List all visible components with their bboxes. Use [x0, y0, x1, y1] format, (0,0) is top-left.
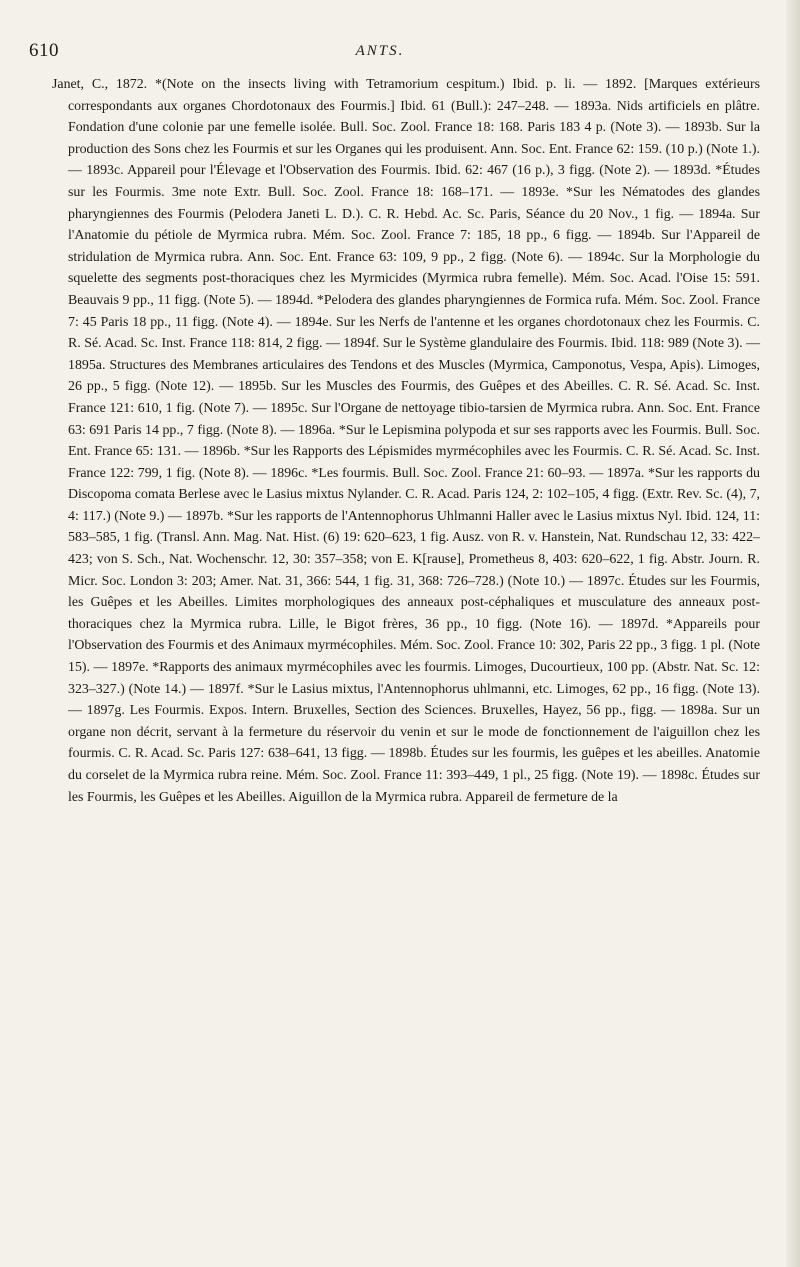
entry-author: Janet, C., 1872. [52, 77, 148, 92]
running-head: ANTS. [355, 43, 405, 59]
page-number: 610 [29, 40, 59, 61]
bibliography-entry [52, 74, 760, 808]
page-header [0, 40, 800, 66]
page-edge-shadow [786, 0, 800, 1267]
entry-body: *(Note on the insects living with Tetramorium cespitum.) Ibid. p. li. — 1892. [Marques extérieurs correspondants aux organes Chordotonaux des Fourmis.] Ibid. 61 (Bull.): 247–248. — 1893a. Nids artificiels en plâtre. Fondation d'une colonie par une femelle isolée. Bull. Soc. Zool. France 18: 168. Paris 183 4 p. (Note 3). — 1893b. Sur la production des Sons chez les Fourmis et sur les Organes qui les produisent. Ann. Soc. Ent. France 62: 159. (10 p.) (Note 1.). — 1893c. Appareil pour l'Élevage et l'Observation des Fourmis. Ibid. 62: 467 (16 p.), 3 figg. (Note 2). — 1893d. *Études sur les Fourmis. 3me note Extr. Bull. Soc. Zool. France 18: 168–171. — 1893e. *Sur les Nématodes des glandes pharyngiennes des Fourmis (Pelodera Janeti L. D.). C. R. Hebd. Ac. Sc. Paris, Séance du 20 Nov., 1 fig. — 1894a. Sur l'Anatomie du pétiole de Myrmica rubra. Mém. Soc. Zool. France 7: 185, 18 pp., 6 figg. — 1894b. Sur l'Appareil de stridulation de Myrmica rubra. Ann. Soc. Ent. France 63: 109, 9 pp., 2 figg. (Note 6). — 1894c. Sur la Morphologie du squelette des segments post-thoraciques chez les Myrmicides (Myrmica rubra femelle). Mém. Soc. Acad. l'Oise 15: 591. Beauvais 9 pp., 11 figg. (Note 5). — 1894d. *Pelodera des glandes pharyngiennes de Formica rufa. Mém. Soc. Zool. France 7: 45 Paris 18 pp., 11 figg. (Note 4). — 1894e. Sur les Nerfs de l'antenne et les organes chordotonaux chez les Fourmis. C. R. Sé. Acad. Sc. Inst. France 118: 814, 2 figg. — 1894f. Sur le Système glandulaire des Fourmis. Ibid. 118: 989 (Note 3). — 1895a. Structures des Membranes articulaires des Tendons et des Muscles (Myrmica, Camponotus, Vespa, Apis). Limoges, 26 pp., 5 figg. (Note 12). — 1895b. Sur les Muscles des Fourmis, des Guêpes et des Abeilles. C. R. Sé. Acad. Sc. Inst. France 121: 610, 1 fig. (Note 7). — 1895c. Sur l'Organe de nettoyage tibio-tarsien de Myrmica rubra. Ann. Soc. Ent. France 63: 691 Paris 14 pp., 7 figg. (Note 8). — 1896a. *Sur le Lepismina polypoda et sur ses rapports avec les Fourmis. Bull. Soc. Ent. France 65: 131. — 1896b. *Sur les Rapports des Lépismides myrmécophiles avec les Fourmis. C. R. Sé. Acad. Sc. Inst. France 122: 799, 1 fig. (Note 8). — 1896c. *Les fourmis. Bull. Soc. Zool. France 21: 60–93. — 1897a. *Sur les rapports du Discopoma comata Berlese avec le Lasius mixtus Nylander. C. R. Acad. Paris 124, 2: 102–105, 4 figg. (Extr. Rev. Sc. (4), 7, 4: 117.) (Note 9.) — 1897b. *Sur les rapports de l'Antennophorus Uhlmanni Haller avec le Lasius mixtus Nyl. Ibid. 124, 11: 583–585, 1 fig. (Transl. Ann. Mag. Nat. Hist. (6) 19: 620–623, 1 fig. Ausz. von R. v. Hanstein, Nat. Rundschau 12, 33: 422–423; von S. Sch., Nat. Wochenschr. 12, 30: 357–358; von E. K[rause], Prometheus 8, 403: 620–622, 1 fig. Abstr. Journ. R. Micr. Soc. London 3: 203; Amer. Nat. 31, 366: 544, 1 fig. 31, 368: 726–728.) (Note 10.) — 1897c. Études sur les Fourmis, les Guêpes et les Abeilles. Limites morphologiques des anneaux post-céphaliques et musculature des anneaux post-thoraciques chez la Myrmica rubra. Lille, le Bigot frères, 36 pp., 10 figg. (Note 16). — 1897d. *Appareils pour l'Observation des Fourmis et des Animaux myrmécophiles. Mém. Soc. Zool. France 10: 302, Paris 22 pp., 3 figg. 1 pl. (Note 15). — 1897e. *Rapports des animaux myrmécophiles avec les fourmis. Limoges, Ducourtieux, 100 pp. (Abstr. Nat. Sc. 12: 323–327.) (Note 14.) — 1897f. *Sur le Lasius mixtus, l'Antennophorus uhlmanni, etc. Limoges, 62 pp., 16 figg. (Note 13). — 1897g. Les Fourmis. Expos. Intern. Bruxelles, Section des Sciences. Bruxelles, Hayez, 56 pp., figg. — 1898a. Sur un organe non décrit, servant à la fermeture du réservoir du venin et sur le mode de fonctionnement de l'aiguillon chez les fourmis. C. R. Acad. Sc. Paris 127: 638–641, 13 figg. — 1898b. Études sur les fourmis, les guêpes et les abeilles. Anatomie du corselet de la Myrmica rubra reine. Mém. Soc. Zool. France 11: 393–449, 1 pl., 25 figg. (Note 19). — 1898c. Études sur les Fourmis, les Guêpes et les Abeilles. Aiguillon de la Myrmica rubra. Appareil de fermeture de la [68, 77, 760, 805]
